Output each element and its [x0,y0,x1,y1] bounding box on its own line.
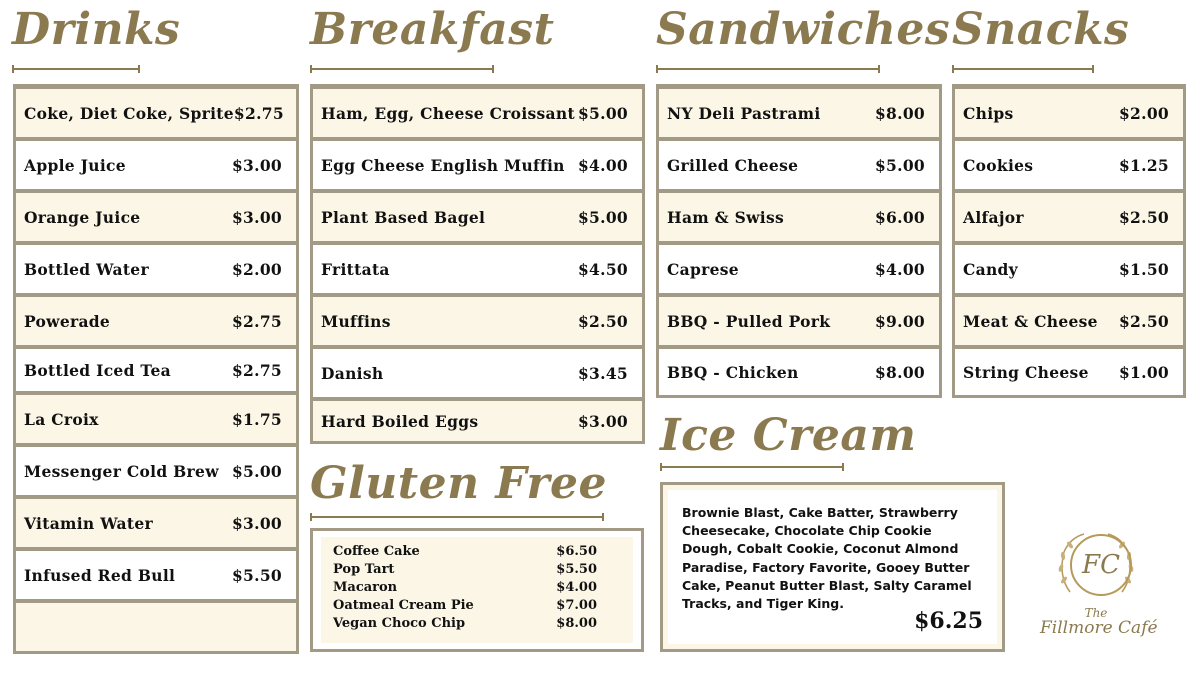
snacks-heading-rule [952,68,1094,70]
item-name: Frittata [321,259,390,279]
menu-item [659,297,939,345]
item-price: $5.00 [577,103,628,123]
item-name: Messenger Cold Brew [24,461,219,481]
item-price: $7.00 [556,598,597,613]
item-price: $2.50 [1118,311,1169,331]
item-name: Bottled Water [24,259,149,279]
item-price: $2.75 [233,103,284,123]
item-price: $5.00 [874,155,925,175]
menu-item [659,349,939,395]
menu-item [955,141,1183,189]
item-price: $2.75 [231,360,282,380]
sandwiches-heading-rule [656,68,880,70]
menu-item [659,89,939,137]
item-price: $3.45 [577,363,628,383]
drinks-heading-rule [12,68,140,70]
menu-item [659,245,939,293]
menu-item [313,349,642,397]
item-price: $2.50 [1118,207,1169,227]
item-name: Orange Juice [24,207,141,227]
menu-item [313,193,642,241]
item-name: Egg Cheese English Muffin [321,155,565,175]
ice-cream-price: $6.25 [914,608,983,634]
item-name: BBQ - Pulled Pork [667,311,831,331]
logo-monogram: FC [1070,534,1132,596]
item-price: $8.00 [874,362,925,382]
item-name: Oatmeal Cream Pie [333,598,474,613]
menu-item [955,89,1183,137]
item-price: $3.00 [231,207,282,227]
item-name: Danish [321,363,384,383]
item-name: Vitamin Water [24,513,153,533]
ice-cream-flavors: Brownie Blast, Cake Batter, Strawberry Cheesecake, Chocolate Chip Cookie Dough, Cobalt Cookie, Coconut Almond Paradise, Factory Favorite, Gooey Butter Cake, Peanut Butter Blast, Salty Caramel Tracks, and Tiger King. [682,505,972,612]
item-name: Coke, Diet Coke, Sprite [24,103,234,123]
menu-item [16,245,296,293]
item-name: Bottled Iced Tea [24,360,171,380]
item-price: $2.75 [231,311,282,331]
menu-item [333,597,597,615]
drinks-board [13,84,299,654]
item-price: $2.00 [231,259,282,279]
menu-item [313,245,642,293]
empty-row [16,603,296,651]
menu-item [955,349,1183,395]
item-price: $8.00 [874,103,925,123]
item-name: Macaron [333,580,398,595]
menu-item [313,401,642,441]
ice-cream-heading: Ice Cream [660,410,917,461]
item-name: Ham, Egg, Cheese Croissant [321,103,575,123]
item-price: $8.00 [556,616,597,631]
menu-item [955,245,1183,293]
breakfast-board [310,84,645,444]
item-name: Coffee Cake [333,544,420,559]
item-price: $3.00 [577,411,628,431]
menu-item [333,543,597,561]
item-price: $2.00 [1118,103,1169,123]
item-price: $4.50 [577,259,628,279]
item-name: BBQ - Chicken [667,362,799,382]
item-name: Muffins [321,311,391,331]
menu-item [333,561,597,579]
logo-name: Fillmore Café [1040,618,1158,638]
menu-item [16,89,296,137]
item-price: $3.00 [231,513,282,533]
item-price: $1.00 [1118,362,1169,382]
item-price: $2.50 [577,311,628,331]
logo-the: The [1084,606,1108,620]
item-name: Plant Based Bagel [321,207,486,227]
item-price: $5.00 [577,207,628,227]
item-name: String Cheese [963,362,1089,382]
item-price: $4.00 [577,155,628,175]
breakfast-heading: Breakfast [310,4,555,55]
ice-cream-panel [668,490,997,644]
menu-item [16,499,296,547]
fillmore-cafe-logo [1040,530,1158,658]
item-name: NY Deli Pastrami [667,103,821,123]
ice-cream-board [660,482,1005,652]
gluten-free-board [310,528,644,652]
item-name: Grilled Cheese [667,155,799,175]
item-price: $5.50 [556,562,597,577]
sandwiches-board [656,84,942,398]
item-price: $4.00 [556,580,597,595]
menu-item [16,349,296,391]
item-name: Powerade [24,311,111,331]
menu-item [16,193,296,241]
item-name: Meat & Cheese [963,311,1098,331]
item-name: Caprese [667,259,739,279]
item-name: Hard Boiled Eggs [321,411,479,431]
menu-item [16,297,296,345]
menu-item [955,193,1183,241]
menu-item [659,193,939,241]
gluten-free-panel [321,537,633,643]
gluten-free-heading: Gluten Free [310,458,608,509]
item-name: Alfajor [963,207,1024,227]
item-name: Candy [963,259,1018,279]
menu-item [16,395,296,443]
item-price: $5.00 [231,461,282,481]
menu-item [16,551,296,599]
menu-item [313,89,642,137]
menu-item [313,297,642,345]
menu-item [16,141,296,189]
drinks-heading: Drinks [12,4,181,55]
menu-item [659,141,939,189]
ice-cream-heading-rule [660,466,844,468]
item-name: Cookies [963,155,1034,175]
item-price: $6.50 [556,544,597,559]
item-name: Chips [963,103,1014,123]
item-price: $5.50 [231,565,282,585]
item-name: Pop Tart [333,562,395,577]
breakfast-heading-rule [310,68,494,70]
gluten-free-heading-rule [310,516,604,518]
item-price: $6.00 [874,207,925,227]
item-price: $1.25 [1118,155,1169,175]
item-name: Infused Red Bull [24,565,176,585]
item-price: $1.75 [231,409,282,429]
menu-item [955,297,1183,345]
item-price: $9.00 [874,311,925,331]
sandwiches-heading: Sandwiches [656,4,951,55]
item-name: Ham & Swiss [667,207,785,227]
menu-item [333,579,597,597]
item-name: Apple Juice [24,155,126,175]
menu-item [313,141,642,189]
menu-item [333,615,597,633]
item-name: Vegan Choco Chip [333,616,466,631]
menu-item [16,447,296,495]
item-name: La Croix [24,409,99,429]
snacks-board [952,84,1186,398]
item-price: $3.00 [231,155,282,175]
snacks-heading: Snacks [952,4,1130,55]
item-price: $4.00 [874,259,925,279]
item-price: $1.50 [1118,259,1169,279]
